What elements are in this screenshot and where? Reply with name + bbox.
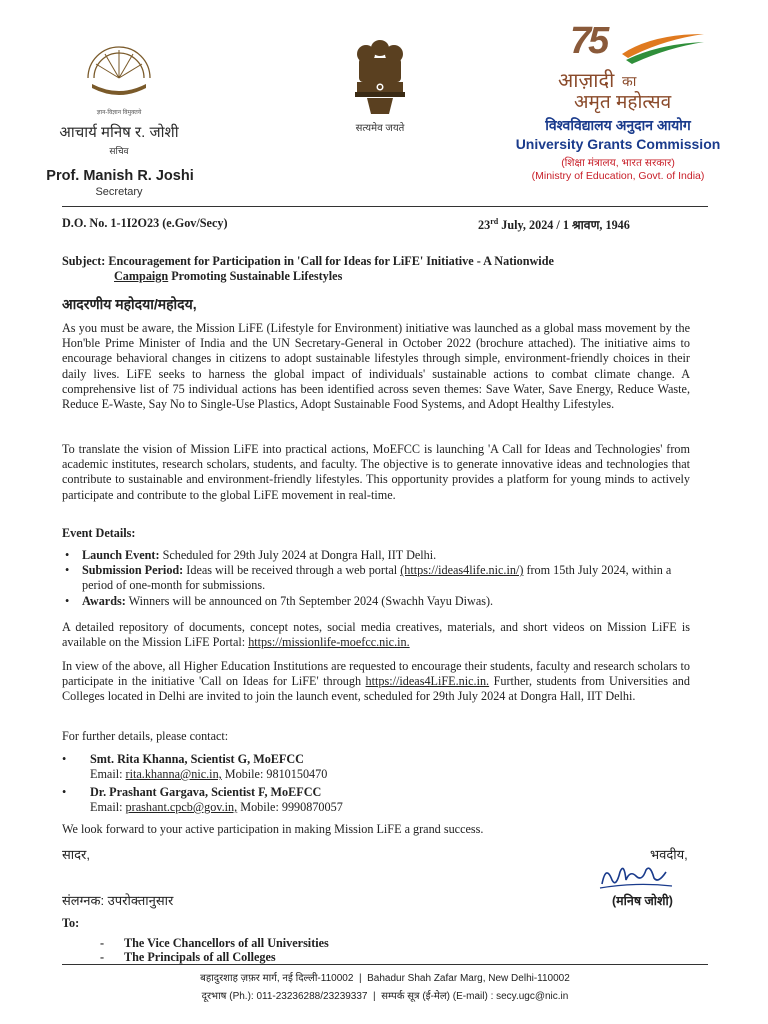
bullet-icon: • bbox=[62, 785, 67, 799]
event-item-submission: • Submission Period: Ideas will be received through a web portal (https://ideas4life.nic.in/) from 15th July 2024, within a period of one-month for submissions. bbox=[62, 563, 690, 593]
signer-name: (मनिष जोशी) bbox=[612, 894, 673, 908]
ugc-logo bbox=[80, 38, 158, 106]
salutation: आदरणीय महोदया/महोदय, bbox=[62, 296, 197, 312]
ugc-name-hindi: विश्वविद्यालय अनुदान आयोग bbox=[545, 117, 691, 133]
event-item-awards: • Awards: Winners will be announced on 7th September 2024 (Swachh Vayu Diwas). bbox=[62, 594, 690, 609]
bullet-icon: • bbox=[62, 752, 67, 766]
paragraph-call-for-ideas: To translate the vision of Mission LiFE into practical actions, MoEFCC is launching 'A Call for Ideas and Technologies' from academic institutes, research scholars, students, and faculty. The objective is to generate innovative ideas and technologies that contribute to sustainable and environment-friendly lifestyles. This opportunity provides a platform for young minds to actively participate and contribute to the global LiFE movement in real-time. bbox=[62, 442, 690, 502]
azadi-amrit-mahotsav-logo bbox=[556, 22, 706, 112]
footer-contact: दूरभाष (Ph.): 011-23236288/23239337 | सम्पर्क सूत्र (ई-मेल) (E-mail) : secy.ugc@nic.in bbox=[201, 991, 569, 1002]
date-day: 23 bbox=[478, 218, 491, 232]
signature bbox=[596, 858, 676, 894]
date-suffix: rd bbox=[490, 216, 499, 226]
to-label: To: bbox=[62, 916, 80, 930]
footer-divider bbox=[62, 964, 708, 965]
designation-hindi: सचिव bbox=[109, 146, 129, 156]
bhavdiya: भवदीय, bbox=[650, 847, 688, 862]
event-details-list bbox=[62, 548, 690, 609]
ministry-hindi: (शिक्षा मंत्रालय, भारत सरकार) bbox=[561, 157, 675, 169]
saadar: सादर, bbox=[62, 847, 90, 862]
secretary-name: Prof. Manish R. Joshi bbox=[46, 168, 194, 184]
subject-line2-rest: Promoting Sustainable Lifestyles bbox=[168, 269, 343, 283]
emblem-motto: ज्ञान-विज्ञान विमुक्तये bbox=[96, 110, 142, 116]
paragraph-mission-life: As you must be aware, the Mission LiFE (Lifestyle for Environment) initiative was launched as a global mass movement by the Hon'ble Prime Minister of India and the UN Secretary-General in October 2022 (brochure attached). The initiative aims to encourage behavioral changes in citizens to adopt sustainable lifestyles through simple, environment-friendly choices in their daily lives. LiFE seeks to harness the global impact of individuals' sustainable actions to combat climate change. A comprehensive list of 75 individual actions has been identified across seven themes: Save Water, Save Energy, Reduce Waste, Reduce E-Waste, Say No to Single-Use Plastics, Adopt Sustainable Food Systems, and Adopt Healthy Lifestyles. bbox=[62, 321, 690, 412]
footer-address: बहादुरशाह ज़फ़र मार्ग, नई दिल्ली-110002 | Bahadur Shah Zafar Marg, New Delhi-110002 bbox=[200, 973, 570, 984]
subject-line2-underlined: Campaign bbox=[114, 269, 169, 283]
header-divider bbox=[62, 206, 708, 207]
enclosure: संलग्नक: उपरोक्तानुसार bbox=[62, 893, 174, 908]
contact-intro: For further details, please contact: bbox=[62, 729, 229, 743]
email-rita-khanna[interactable]: rita.khanna@nic.in, bbox=[125, 767, 222, 781]
azadi-line1: आज़ादी bbox=[558, 70, 615, 92]
emblem-motto-satyamev: सत्यमेव जयते bbox=[355, 123, 405, 134]
missionlife-portal-link[interactable]: https://missionlife-moefcc.nic.in. bbox=[248, 635, 410, 650]
recipient-vcs: - The Vice Chancellors of all Universities bbox=[100, 936, 329, 950]
subject-line1: Subject: Encouragement for Participation in 'Call for Ideas for LiFE' Initiative - A Nationwide bbox=[62, 254, 554, 268]
secretary-designation: Secretary bbox=[95, 186, 143, 198]
closing-line: We look forward to your active participation in making Mission LiFE a grand success. bbox=[62, 822, 484, 836]
azadi-75-number: 75 bbox=[570, 20, 607, 62]
name-hindi: आचार्य मनिष र. जोशी bbox=[59, 124, 179, 141]
contact-prashant-gargava: • Dr. Prashant Gargava, Scientist F, MoEFCC Email: prashant.cpcb@gov.in, Mobile: 9990870057 bbox=[62, 785, 343, 814]
ideas4life-portal-link[interactable]: (https://ideas4life.nic.in/) bbox=[400, 563, 524, 578]
azadi-line2: अमृत महोत्सव bbox=[574, 92, 672, 113]
ugc-name: University Grants Commission bbox=[515, 136, 721, 152]
email-prashant-gargava[interactable]: prashant.cpcb@gov.in, bbox=[125, 800, 238, 814]
date-rest: July, 2024 / 1 श्रावण, 1946 bbox=[498, 218, 630, 232]
ministry-name: (Ministry of Education, Govt. of India) bbox=[531, 170, 705, 182]
reference-number: D.O. No. 1-1I2O23 (e.Gov/Secy) bbox=[62, 216, 228, 230]
subject-line bbox=[62, 254, 694, 284]
tricolor-swoosh-icon bbox=[622, 32, 706, 66]
paragraph-request-hei: In view of the above, all Higher Education Institutions are requested to encourage their students, faculty and research scholars to participate in the initiative 'Call on Ideas for LiFE' through https://ideas4LiFE.nic.in. Further, students from Universities and Colleges located in Delhi are invited to join the launch event, scheduled for 29th July 2024 at Dongra Hall, IIT Delhi. bbox=[62, 659, 690, 704]
letter-date bbox=[478, 216, 630, 233]
azadi-ka: का bbox=[622, 73, 637, 89]
national-emblem bbox=[345, 32, 415, 117]
paragraph-repository: A detailed repository of documents, concept notes, social media creatives, materials, and short videos on Mission LiFE is available on the Mission LiFE Portal: https://missionlife-moefcc.nic.in. bbox=[62, 620, 690, 650]
recipient-principals: - The Principals of all Colleges bbox=[100, 950, 276, 964]
ideas4life-link[interactable]: https://ideas4LiFE.nic.in. bbox=[365, 674, 490, 689]
contact-rita-khanna: • Smt. Rita Khanna, Scientist G, MoEFCC Email: rita.khanna@nic.in, Mobile: 9810150470 bbox=[62, 752, 328, 781]
event-details-heading: Event Details: bbox=[62, 526, 136, 540]
event-item-launch: • Launch Event: Scheduled for 29th July 2024 at Dongra Hall, IIT Delhi. bbox=[62, 548, 690, 563]
